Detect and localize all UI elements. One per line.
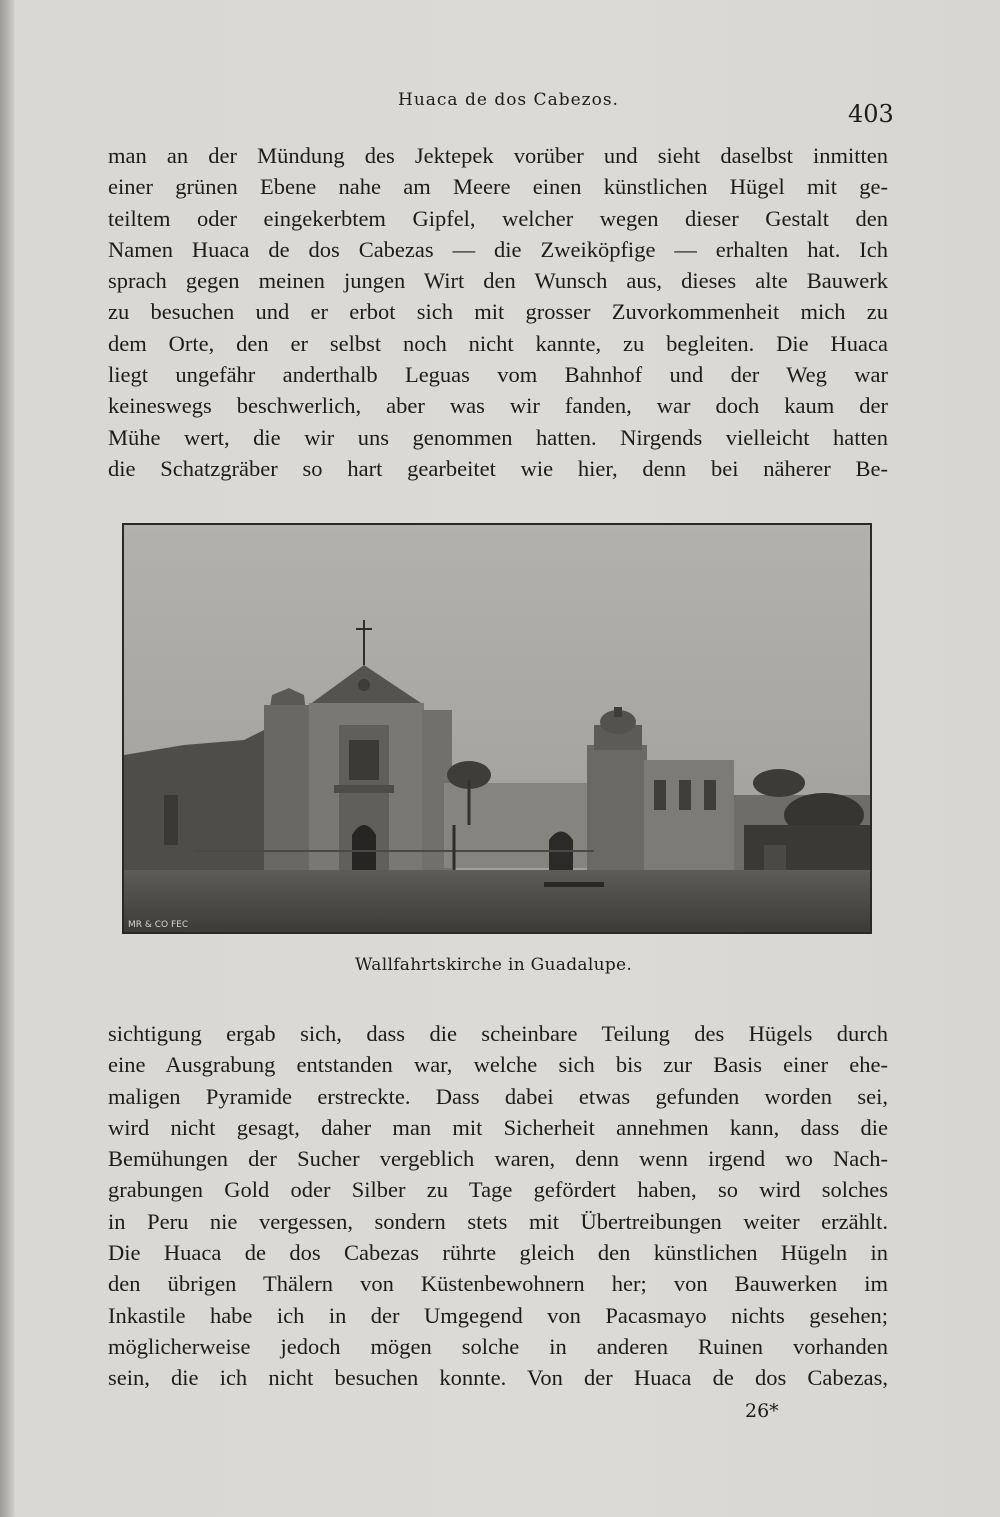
engraver-mark: MR & CO FEC — [128, 920, 189, 930]
text-line: sichtigung ergab sich, dass die scheinbare Teilung des Hügels durch — [108, 1021, 888, 1046]
text-line: Die Huaca de dos Cabezas rührte gleich den künstlichen Hügeln in — [108, 1240, 888, 1266]
text-line: in Peru nie vergessen, sondern stets mit Übertreibungen weiter erzählt. — [108, 1208, 888, 1234]
text-line: wird nicht gesagt, daher man mit Sicherheit annehmen kann, dass die — [108, 1114, 888, 1140]
text-line: man an der Mündung des Jektepek vorüber und sieht daselbst inmitten — [108, 143, 888, 168]
signature-mark: 26* — [745, 1400, 779, 1422]
text-line: Inkastile habe ich in der Umgegend von Pacasmayo nichts gesehen; — [108, 1302, 888, 1328]
church-photograph — [122, 523, 872, 934]
text-line: grabungen Gold oder Silber zu Tage gefördert haben, so wird solches — [108, 1177, 888, 1203]
text-line: sein, die ich nicht besuchen konnte. Von der Huaca de dos Cabezas, — [108, 1365, 888, 1391]
figure-caption: Wallfahrtskirche in Guadalupe. — [355, 955, 633, 975]
body-text-top — [108, 140, 888, 484]
text-line: dem Orte, den er selbst noch nicht kannte, zu begleiten. Die Huaca — [108, 330, 888, 356]
text-line: keineswegs beschwerlich, aber was wir fanden, war doch kaum der — [108, 393, 888, 419]
running-head: Huaca de dos Cabezos. — [398, 90, 619, 110]
text-line: Mühe wert, die wir uns genommen hatten. Nirgends vielleicht hatten — [108, 424, 888, 450]
page-number: 403 — [848, 100, 894, 128]
text-line: Bemühungen der Sucher vergeblich waren, denn wenn irgend wo Nach- — [108, 1146, 888, 1172]
gutter-shadow — [0, 0, 14, 1517]
text-line: einer grünen Ebene nahe am Meere einen künstlichen Hügel mit ge- — [108, 174, 888, 200]
text-line: Namen Huaca de dos Cabezas — die Zweiköpfige — erhalten hat. Ich — [108, 236, 888, 262]
text-line: sprach gegen meinen jungen Wirt den Wunsch aus, dieses alte Bauwerk — [108, 268, 888, 294]
text-line: maligen Pyramide erstreckte. Dass dabei etwas gefunden worden sei, — [108, 1083, 888, 1109]
text-line: liegt ungefähr anderthalb Leguas vom Bahnhof und der Weg war — [108, 362, 888, 388]
text-line: den übrigen Thälern von Küstenbewohnern her; von Bauwerken im — [108, 1271, 888, 1297]
text-line: möglicherweise jedoch mögen solche in anderen Ruinen vorhanden — [108, 1333, 888, 1359]
text-line: zu besuchen und er erbot sich mit grosser Zuvorkommenheit mich zu — [108, 299, 888, 325]
text-line: eine Ausgrabung entstanden war, welche sich bis zur Basis einer ehe- — [108, 1052, 888, 1078]
body-text-bottom — [108, 1018, 888, 1394]
text-line: teiltem oder eingekerbtem Gipfel, welcher wegen dieser Gestalt den — [108, 205, 888, 231]
church-illustration — [124, 525, 870, 932]
text-line: die Schatzgräber so hart gearbeitet wie hier, denn bei näherer Be- — [108, 455, 888, 481]
